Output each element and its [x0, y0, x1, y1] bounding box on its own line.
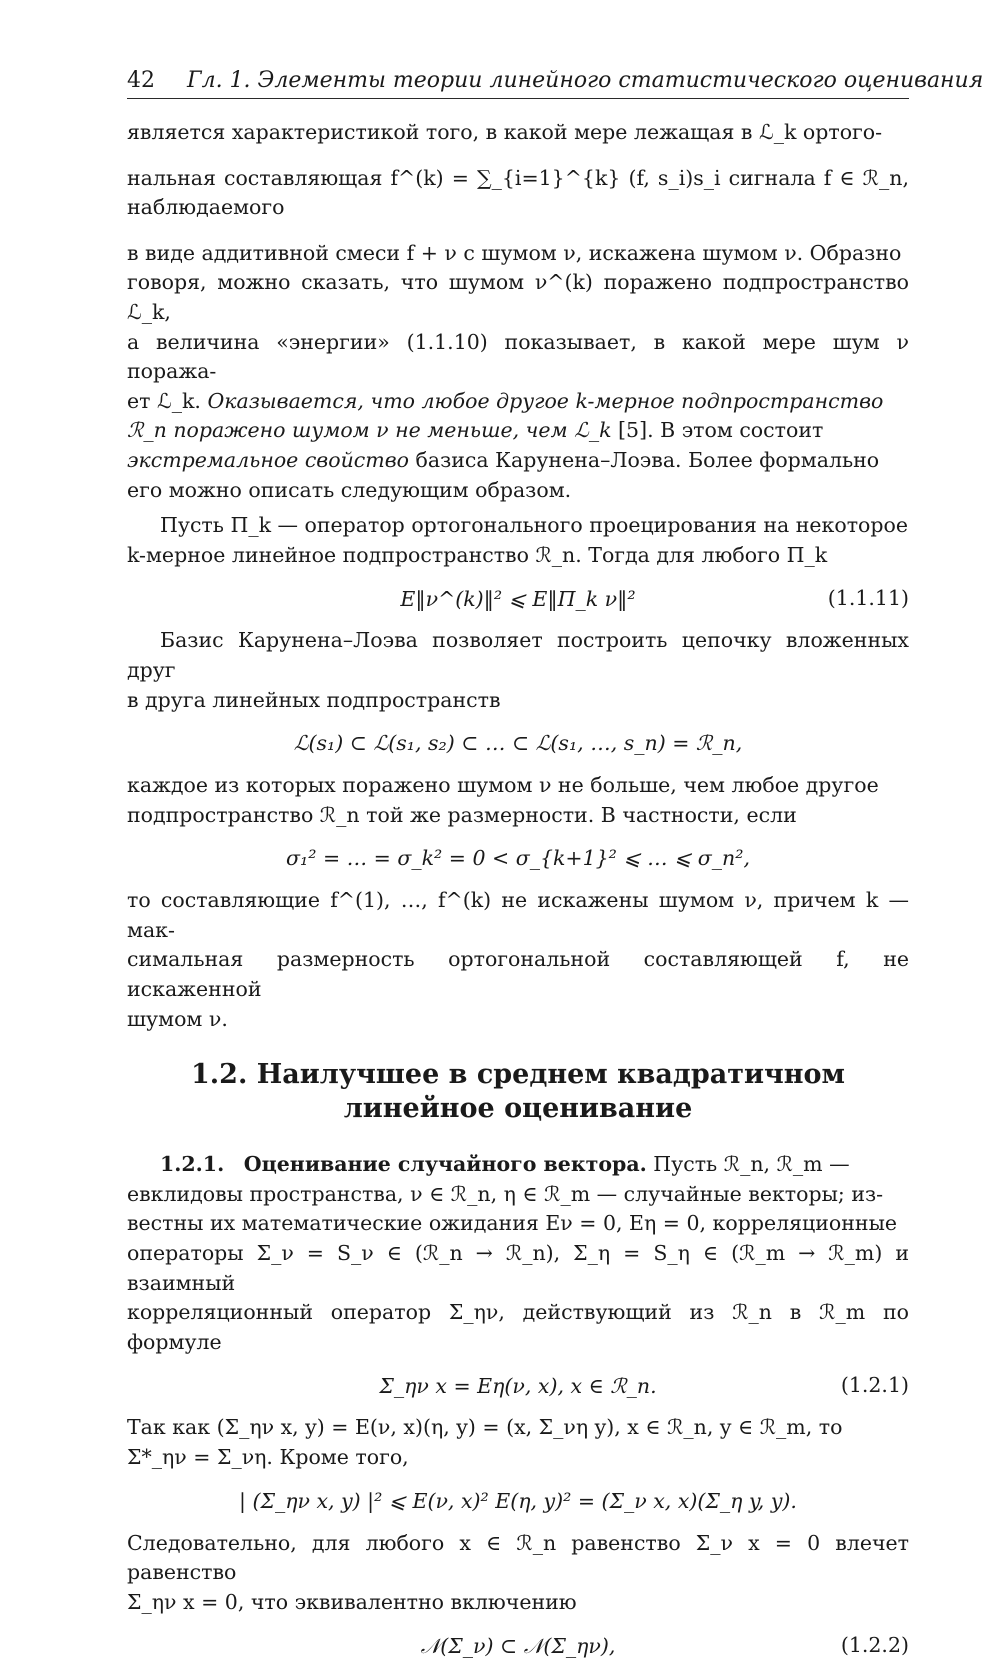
equation-subspace-chain	[127, 721, 909, 767]
equation-expression: Σ_ην x = Eη(ν, x), x ∈ ℛ_n.	[379, 1373, 657, 1398]
text-run: Пусть ℛ_n, ℛ_m —	[653, 1152, 850, 1177]
subsection-title: Оценивание случайного вектора.	[243, 1152, 647, 1177]
text-line: каждое из которых поражено шумом ν не больше, чем любое другое	[127, 773, 879, 798]
equation-number: (1.1.11)	[827, 586, 909, 611]
equation-1-2-1	[127, 1363, 909, 1409]
text-line: Σ_ην x = 0, что эквивалентно включению	[127, 1589, 577, 1614]
emphasized-term: экстремальное свойство	[127, 447, 409, 472]
emphasized-text: ℛ_n поражено шумом ν не меньше, чем ℒ_k	[127, 418, 612, 443]
equation-number: (1.2.2)	[840, 1633, 909, 1658]
text-line: евклидовы пространства, ν ∈ ℛ_n, η ∈ ℛ_m — случайные векторы; из-	[127, 1181, 884, 1206]
text-line: Базис Карунена–Лоэва позволяет построить цепочку вложенных друг	[127, 628, 909, 682]
text-line	[127, 387, 909, 417]
text-line: корреляционный оператор Σ_ην, действующий из ℛ_n в ℛ_m по формуле	[127, 1300, 909, 1354]
text-line: Пусть Π_k — оператор ортогонального проецирования на некоторое	[160, 513, 908, 538]
text-line: k-мерное линейное подпространство ℛ_n. Тогда для любого Π_k	[127, 542, 828, 567]
text-line: в друга линейных подпространств	[127, 687, 501, 712]
equation-expression: 𝒩(Σ_ν) ⊂ 𝒩(Σ_ην),	[420, 1633, 616, 1658]
section-heading	[127, 1058, 909, 1126]
chapter-title: Гл. 1. Элементы теории линейного статистического оценивания	[187, 68, 984, 93]
equation-sigma	[127, 836, 909, 882]
page-body	[127, 118, 909, 1673]
page-number: 42	[127, 68, 155, 93]
equation-expression: σ₁² = … = σ_k² = 0 < σ_{k+1}² ⩽ … ⩽ σ_n²,	[286, 846, 750, 871]
text-line: его можно описать следующим образом.	[127, 477, 572, 502]
text-line	[127, 446, 909, 476]
section-title-line: линейное оценивание	[343, 1093, 693, 1125]
text-line: шумом ν.	[127, 1006, 228, 1031]
text-line: Так как (Σ_ην x, y) = E(ν, x)(η, y) = (x, Σ_νη y), x ∈ ℛ_n, y ∈ ℛ_m, то	[127, 1415, 843, 1440]
text-line: говоря, можно сказать, что шумом ν^(k) поражено подпространство ℒ_k,	[127, 270, 909, 324]
equation-1-2-2	[127, 1623, 909, 1669]
subsection-number: 1.2.1.	[160, 1152, 225, 1177]
text-line: Σ*_ην = Σ_νη. Кроме того,	[127, 1445, 409, 1469]
text-run: ет ℒ_k.	[127, 388, 201, 413]
emphasized-text: Оказывается, что любое другое k-мерное подпространство	[207, 388, 884, 413]
running-head	[127, 66, 984, 99]
text-run: базиса Карунена–Лоэва. Более формально	[415, 447, 880, 472]
text-line	[127, 416, 909, 446]
text-line: операторы Σ_ν = S_ν ∈ (ℛ_n → ℛ_n), Σ_η = S_η ∈ (ℛ_m → ℛ_m) и взаимный	[127, 1241, 909, 1295]
text-line: в виде аддитивной смеси f + ν с шумом ν, искажена шумом ν. Образно	[127, 240, 902, 265]
text-line: нальная составляющая f^(k) = ∑_{i=1}^{k} (f, s_i)s_i сигнала f ∈ ℛ_n, наблюдаемого	[127, 165, 909, 220]
text-line: вестны их математические ожидания Eν = 0, Eη = 0, корреляционные	[127, 1211, 898, 1236]
subsection-line	[127, 1150, 909, 1180]
text-run: [5]. В этом состоит	[618, 418, 824, 443]
equation-expression: | (Σ_ην x, y) |² ⩽ E(ν, x)² E(η, y)² = (Σ_ν x, x)(Σ_η y, y).	[239, 1488, 797, 1513]
equation-expression: E‖ν^(k)‖² ⩽ E‖Π_k ν‖²	[400, 586, 636, 611]
equation-expression: ℒ(s₁) ⊂ ℒ(s₁, s₂) ⊂ … ⊂ ℒ(s₁, …, s_n) = ℛ_n,	[293, 731, 743, 756]
equation-number: (1.2.1)	[840, 1373, 909, 1398]
text-line: симальная размерность ортогональной составляющей f, не искаженной	[127, 947, 909, 1002]
text-line: является характеристикой того, в какой мере лежащая в ℒ_k ортого-	[127, 120, 883, 144]
equation-1-1-11	[127, 576, 909, 622]
text-line: то составляющие f^(1), …, f^(k) не искажены шумом ν, причем k — мак-	[127, 888, 909, 942]
equation-inequality	[127, 1479, 909, 1525]
section-title-line: 1.2. Наилучшее в среднем квадратичном	[191, 1059, 845, 1091]
text-line: Следовательно, для любого x ∈ ℛ_n равенство Σ_ν x = 0 влечет равенство	[127, 1530, 909, 1585]
text-line: а величина «энергии» (1.1.10) показывает, в какой мере шум ν поража-	[127, 329, 909, 384]
text-line: подпространство ℛ_n той же размерности. В частности, если	[127, 802, 797, 827]
